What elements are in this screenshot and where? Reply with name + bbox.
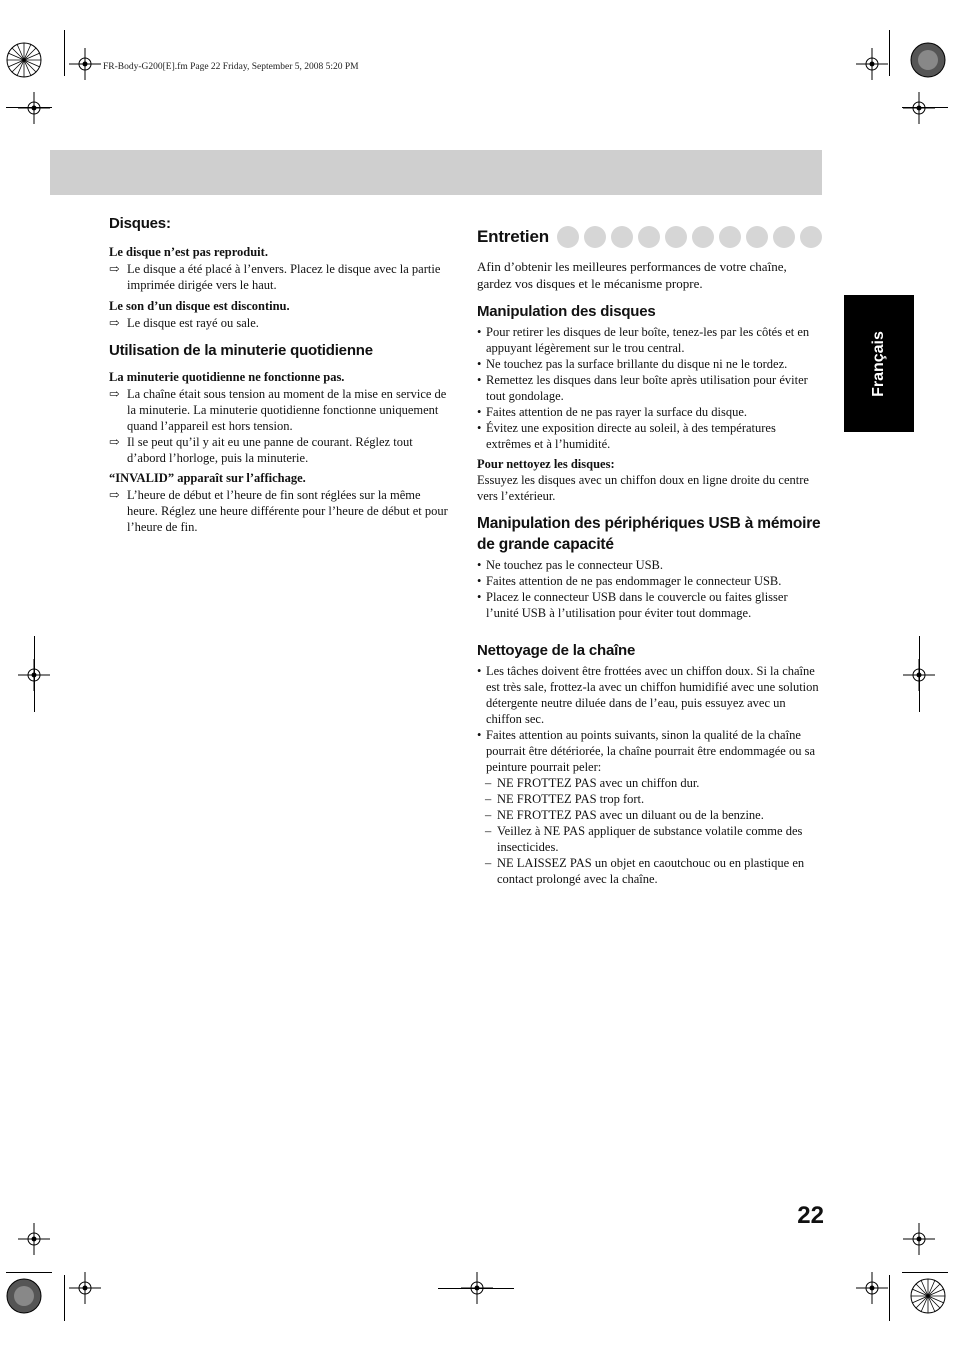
bullet-icon: • — [477, 558, 482, 572]
arrow-icon: ⇨ — [109, 387, 120, 401]
dash-item — [477, 823, 822, 855]
list-item — [477, 404, 822, 420]
bullet-icon: • — [477, 421, 482, 435]
intro-text: Afin d’obtenir les meilleures performances de votre chaîne, gardez vos disques et le mécanisme propre. — [477, 259, 787, 291]
list-item-text: Faites attention au points suivants, sinon la qualité de la chaîne pourrait être détériorée, la chaîne pourrait être endommagée ou sa peinture pourrait peler: — [486, 728, 816, 774]
crop-line — [6, 1272, 52, 1273]
crop-line — [34, 636, 35, 712]
dot-ornament — [665, 226, 687, 248]
subsection-heading-usb: Manipulation des périphériques USB à mémoire de grande capacité — [477, 515, 821, 553]
list-item-text: Faites attention de ne pas rayer la surface du disque. — [486, 405, 748, 419]
crop-line — [902, 107, 948, 108]
dot-ornament — [611, 226, 633, 248]
sub-heading-nettoyez: Pour nettoyez les disques: — [477, 457, 615, 471]
entretien-title-row — [477, 224, 822, 250]
subsection-heading-disques: Manipulation des disques — [477, 303, 656, 320]
list-item — [477, 573, 822, 589]
section-heading-disques: Disques: — [109, 215, 171, 232]
bullet-icon: • — [477, 590, 482, 604]
dot-ornament — [773, 226, 795, 248]
crop-line — [64, 30, 65, 76]
registration-mark-bottom-left — [2, 1274, 46, 1318]
bullet-icon: • — [477, 405, 482, 419]
dash-item — [477, 775, 822, 791]
bullet-icon: • — [477, 664, 482, 678]
list-item — [477, 727, 822, 775]
language-tab — [844, 295, 914, 432]
arrow-icon: ⇨ — [109, 435, 120, 449]
file-info-header: FR-Body-G200[E].fm Page 22 Friday, September 5, 2008 5:20 PM — [103, 62, 359, 72]
crop-line — [438, 1288, 514, 1289]
list-item-text: Placez le connecteur USB dans le couvercle ou faites glisser l’unité USB à l’utilisation pour éviter tout dommage. — [486, 590, 788, 620]
header-band — [50, 150, 822, 195]
dash-icon: – — [485, 776, 492, 790]
problem-label: “INVALID” apparaît sur l’affichage. — [109, 471, 306, 485]
list-item-text: Remettez les disques dans leur boîte après utilisation pour éviter tout gondolage. — [486, 373, 808, 403]
dash-icon: – — [485, 824, 492, 838]
list-item-text: Les tâches doivent être frottées avec un chiffon doux. Si la chaîne est très sale, frottez-la avec un chiffon humidifié avec une solution détergente neutre diluée dans de l’eau, puis essuyez avec un chiffon sec. — [486, 664, 819, 726]
list-item — [477, 663, 822, 727]
list-item-text: Pour retirer les disques de leur boîte, tenez-les par les côtés et en appuyant légèrement sur le trou central. — [486, 325, 810, 355]
arrow-icon: ⇨ — [109, 262, 120, 276]
solution-item — [109, 386, 451, 434]
dot-ornament — [692, 226, 714, 248]
right-column — [477, 224, 822, 887]
bullet-icon: • — [477, 728, 482, 742]
list-item — [477, 324, 822, 356]
crop-line — [889, 1275, 890, 1321]
crop-line — [889, 30, 890, 76]
dot-ornament — [638, 226, 660, 248]
dash-item-text: NE FROTTEZ PAS avec un diluant ou de la benzine. — [497, 808, 764, 822]
page-number: 22 — [797, 1202, 824, 1229]
solution-item — [109, 487, 451, 535]
dot-ornament — [557, 226, 579, 248]
solution-text: Il se peut qu’il y ait eu une panne de courant. Réglez tout d’abord l’horloge, puis la minuterie. — [127, 435, 413, 465]
list-item — [477, 557, 822, 573]
solution-text: La chaîne était sous tension au moment de la mise en service de la minuterie. La minuterie quotidienne fonctionne uniquement quand l’appareil est hors tension. — [127, 387, 447, 433]
crop-line — [6, 107, 52, 108]
problem-label: La minuterie quotidienne ne fonctionne pas. — [109, 370, 345, 384]
section-heading-minuterie: Utilisation de la minuterie quotidienne — [109, 342, 373, 359]
bullet-icon: • — [477, 357, 482, 371]
subsection-heading-nettoyage: Nettoyage de la chaîne — [477, 642, 636, 659]
dash-item-text: NE FROTTEZ PAS avec un chiffon dur. — [497, 776, 700, 790]
list-item-text: Ne touchez pas le connecteur USB. — [486, 558, 664, 572]
list-item-text: Ne touchez pas la surface brillante du disque ni ne le tordez. — [486, 357, 788, 371]
arrow-icon: ⇨ — [109, 316, 120, 330]
dash-item-text: NE FROTTEZ PAS trop fort. — [497, 792, 645, 806]
bullet-icon: • — [477, 325, 482, 339]
crosshair-mark — [856, 1272, 888, 1304]
crosshair-mark — [18, 92, 50, 124]
dot-ornament — [800, 226, 822, 248]
crop-line — [64, 1275, 65, 1321]
dash-item-text: NE LAISSEZ PAS un objet en caoutchouc ou en plastique en contact prolongé avec la chaîne. — [497, 856, 805, 886]
dash-item — [477, 807, 822, 823]
crop-line — [919, 636, 920, 712]
crosshair-mark — [18, 1223, 50, 1255]
registration-mark-bottom-right — [906, 1274, 950, 1318]
left-column — [109, 214, 451, 535]
list-item — [477, 420, 822, 452]
dot-ornament — [719, 226, 741, 248]
list-item-text: Faites attention de ne pas endommager le connecteur USB. — [486, 574, 782, 588]
solution-text: Le disque a été placé à l’envers. Placez le disque avec la partie imprimée dirigée vers le haut. — [127, 262, 441, 292]
dot-ornament — [584, 226, 606, 248]
language-tab-label: Français — [870, 330, 887, 397]
dash-item-text: Veillez à NE PAS appliquer de substance volatile comme des insecticides. — [497, 824, 803, 854]
dash-icon: – — [485, 792, 492, 806]
registration-mark-top-left — [2, 38, 46, 82]
dash-item — [477, 855, 822, 887]
bullet-icon: • — [477, 373, 482, 387]
list-item — [477, 372, 822, 404]
decorative-dots — [557, 226, 822, 248]
bullet-icon: • — [477, 574, 482, 588]
list-item — [477, 356, 822, 372]
sub-text-nettoyez: Essuyez les disques avec un chiffon doux en ligne droite du centre vers l’extérieur. — [477, 473, 809, 503]
crosshair-mark — [69, 1272, 101, 1304]
crosshair-mark — [69, 48, 101, 80]
problem-label: Le son d’un disque est discontinu. — [109, 299, 290, 313]
solution-item — [109, 315, 451, 331]
solution-text: L’heure de début et l’heure de fin sont réglées sur la même heure. Réglez une heure différente pour l’heure de début et pour l’heure de fin. — [127, 488, 448, 534]
crosshair-mark — [856, 48, 888, 80]
section-title-entretien: Entretien — [477, 227, 549, 246]
dot-ornament — [746, 226, 768, 248]
solution-item — [109, 434, 451, 466]
registration-mark-top-right — [906, 38, 950, 82]
list-item — [477, 589, 822, 621]
problem-label: Le disque n’est pas reproduit. — [109, 245, 268, 259]
crosshair-mark — [903, 92, 935, 124]
crosshair-mark — [903, 1223, 935, 1255]
solution-text: Le disque est rayé ou sale. — [127, 316, 259, 330]
dash-item — [477, 791, 822, 807]
crop-line — [902, 1272, 948, 1273]
arrow-icon: ⇨ — [109, 488, 120, 502]
dash-icon: – — [485, 856, 492, 870]
dash-icon: – — [485, 808, 492, 822]
list-item-text: Évitez une exposition directe au soleil, à des températures extrêmes et à l’humidité. — [486, 421, 776, 451]
solution-item — [109, 261, 451, 293]
